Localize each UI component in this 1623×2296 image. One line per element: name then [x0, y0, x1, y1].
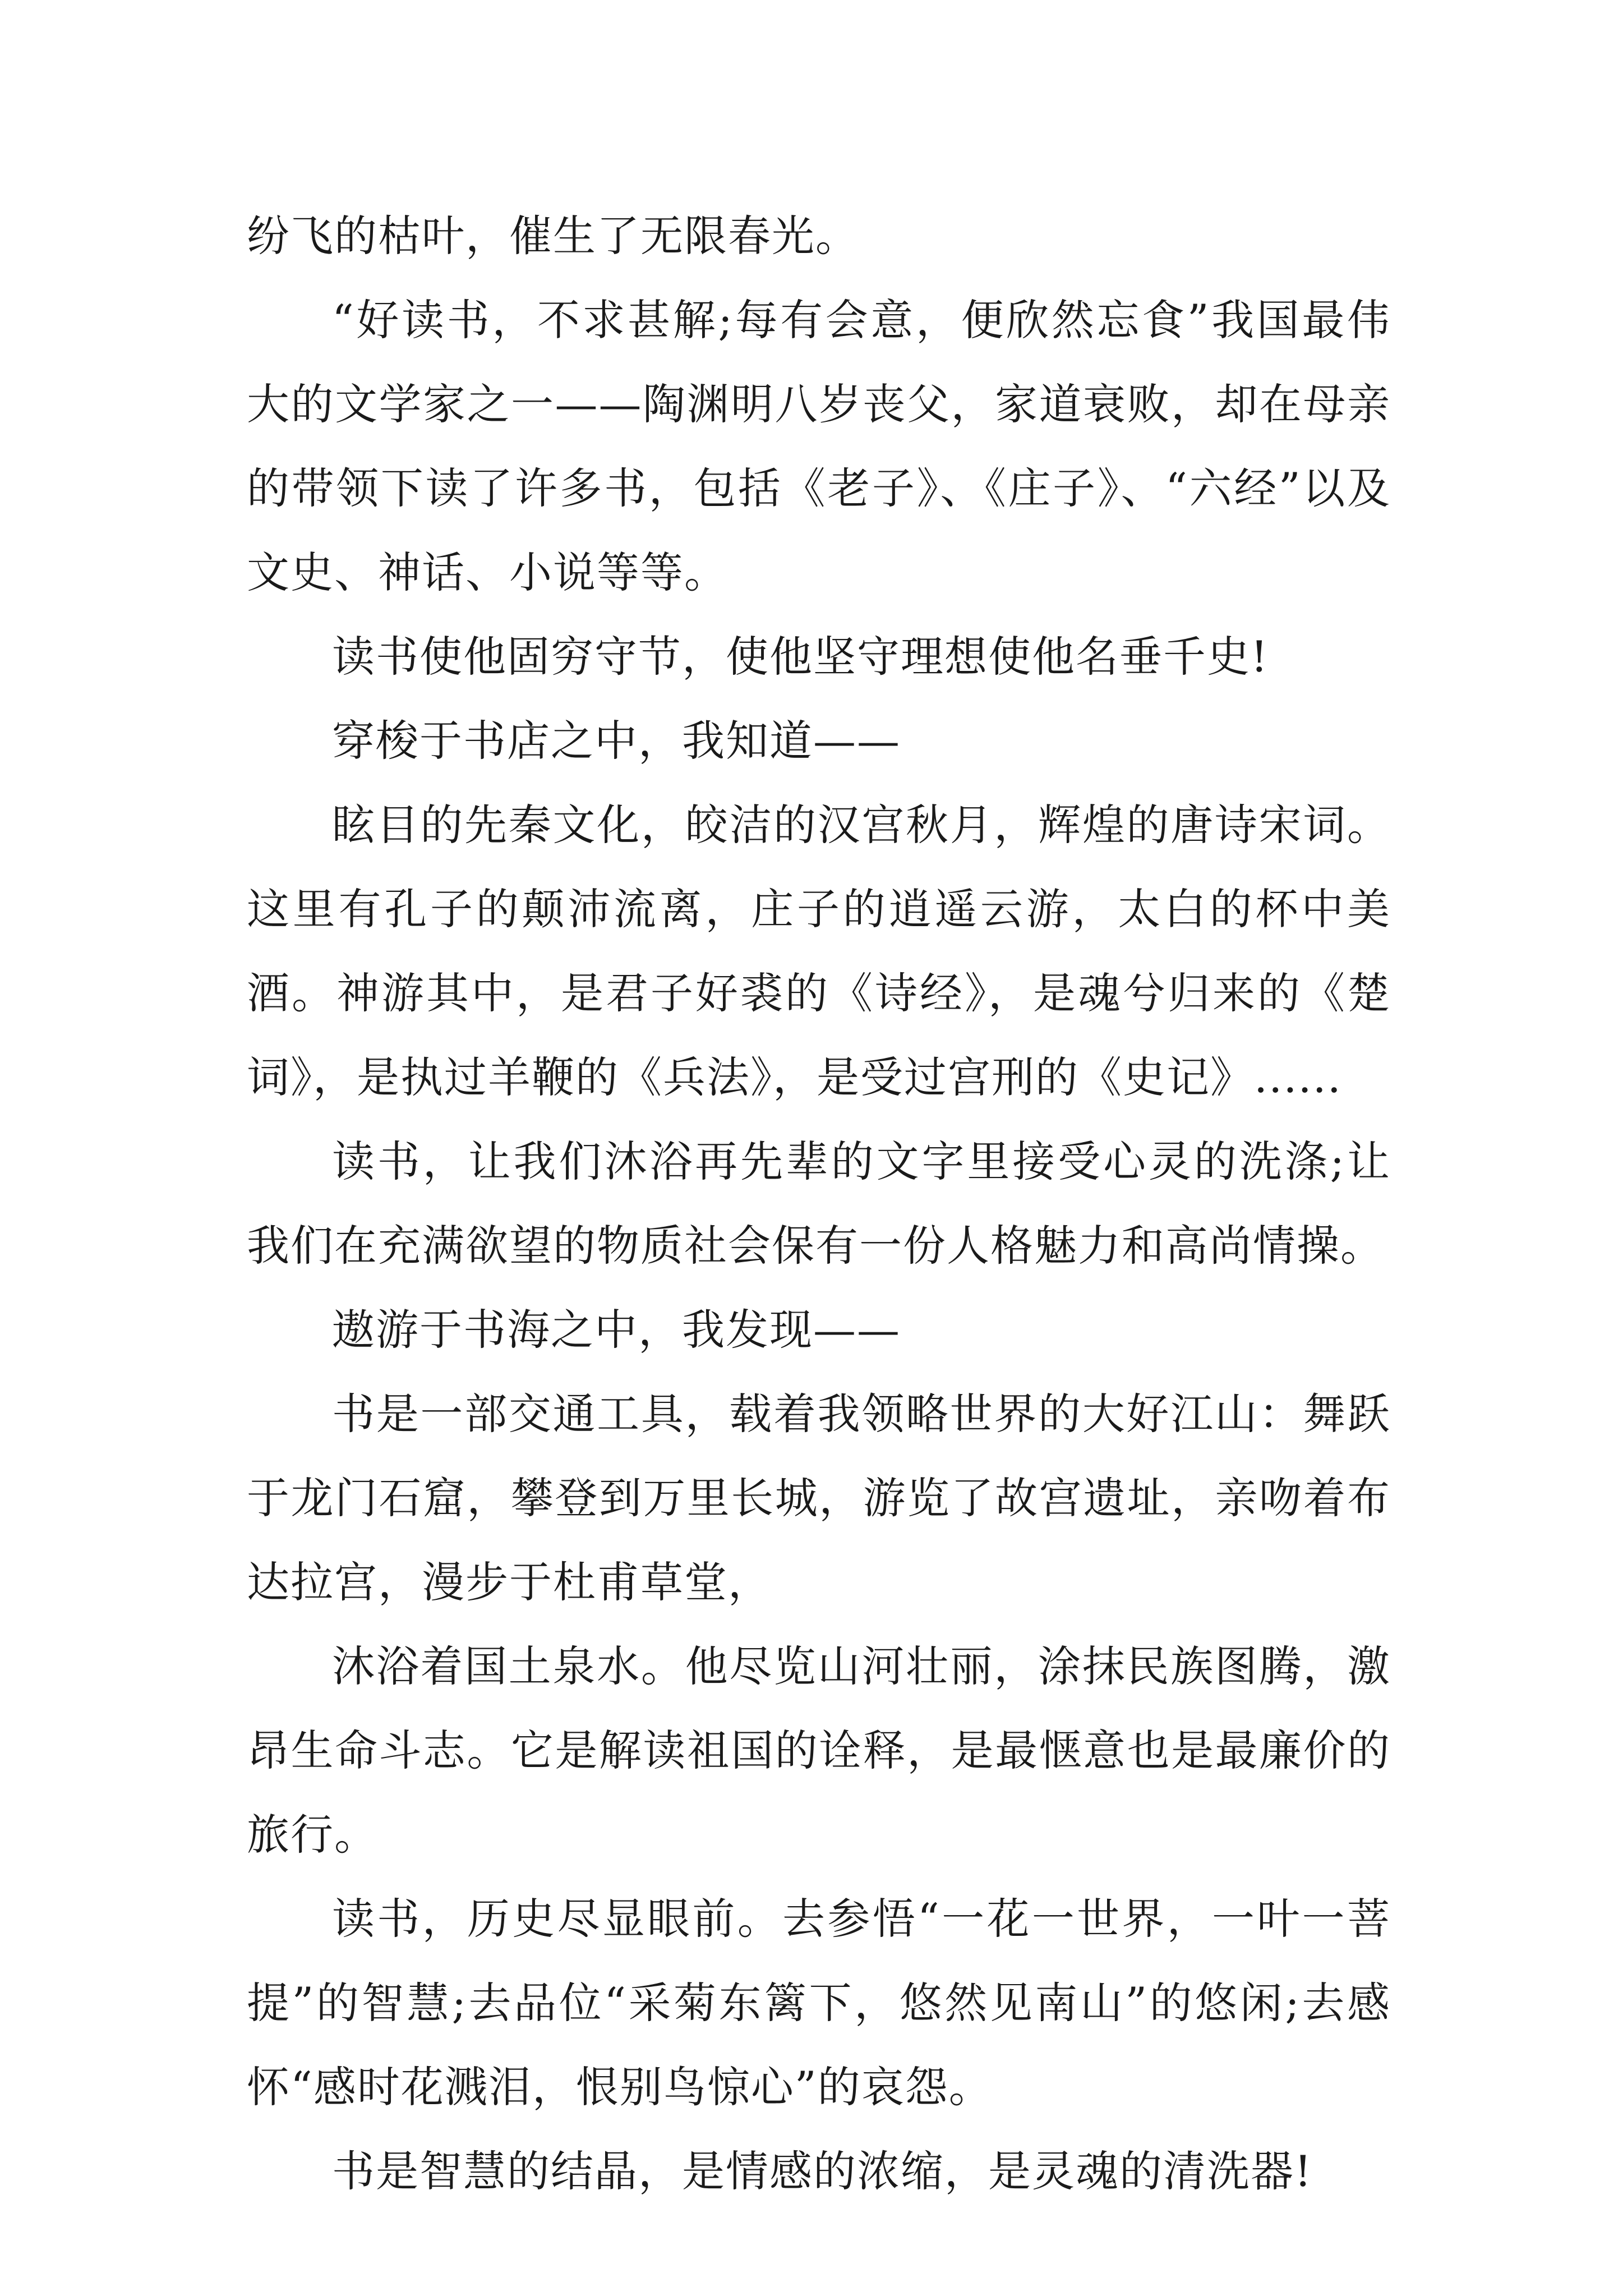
paragraph-6: 读书，让我们沐浴再先辈的文字里接受心灵的洗涤;让我们在充满欲望的物质社会保有一份人格魅力和高尚情操。 [247, 1137, 1391, 1271]
paragraph-4: 穿梭于书店之中，我知道—— [332, 716, 901, 766]
paragraph-5: 眩目的先秦文化，皎洁的汉宫秋月，辉煌的唐诗宋词。这里有孔子的颠沛流离，庄子的逍遥云游，太白的杯中美酒。神游其中，是君子好裘的《诗经》，是魂兮归来的《楚词》，是执过羊鞭的《兵法》，是受过宫刑的《史记》...... [247, 800, 1391, 1102]
paragraph-2: “好读书，不求甚解;每有会意，便欣然忘食”我国最伟大的文学家之一——陶渊明八岁丧父，家道衰败，却在母亲的带领下读了许多书，包括《老子》、《庄子》、“六经”以及文史、神话、小说等等。 [247, 295, 1391, 597]
paragraph-11: 书是智慧的结晶，是情感的浓缩，是灵魂的清洗器! [332, 2146, 1313, 2196]
paragraph-10: 读书，历史尽显眼前。去参悟“一花一世界，一叶一菩提”的智慧;去品位“采菊东篱下，悠然见南山”的悠闲;去感怀“感时花溅泪，恨别鸟惊心”的哀怨。 [247, 1894, 1391, 2112]
paragraph-1: 纷飞的枯叶，催生了无限春光。 [247, 211, 859, 261]
document-body [247, 194, 1391, 2214]
paragraph-8: 书是一部交通工具，载着我领略世界的大好江山：舞跃于龙门石窟，攀登到万里长城，游览了故宫遗址，亲吻着布达拉宫，漫步于杜甫草堂， [247, 1389, 1391, 1607]
paragraph-9: 沐浴着国土泉水。他尽览山河壮丽，涂抹民族图腾，激昂生命斗志。它是解读祖国的诠释，是最惬意也是最廉价的旅行。 [247, 1641, 1391, 1860]
paragraph-7: 遨游于书海之中，我发现—— [332, 1305, 901, 1355]
paragraph-3: 读书使他固穷守节，使他坚守理想使他名垂千史! [332, 632, 1269, 682]
